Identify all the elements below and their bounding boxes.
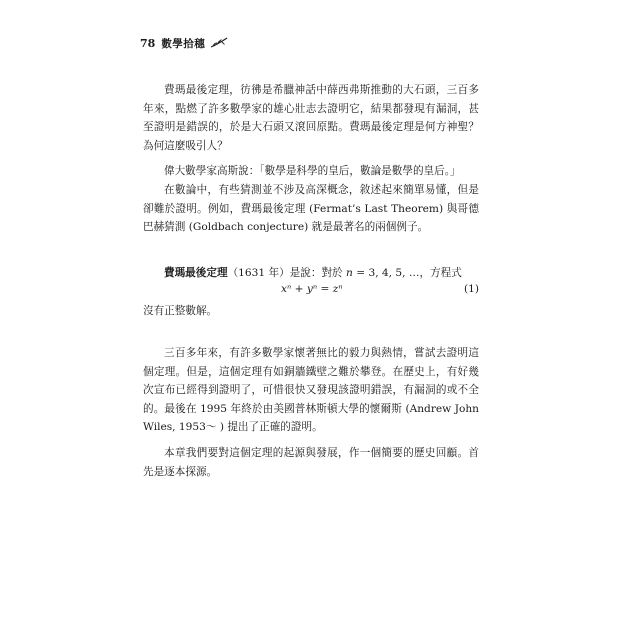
equation-line bbox=[143, 283, 479, 301]
theorem-statement bbox=[164, 264, 484, 282]
number-theory-paragraph bbox=[143, 181, 479, 237]
theorem-conclusion: 沒有正整數解。 bbox=[143, 305, 218, 317]
running-title: 數學拾穗 bbox=[161, 37, 206, 50]
paragraph-text: 在數論中，有些猜測並不涉及高深概念，敘述起來簡單易懂，但是卻難於證明。例如，費瑪最後定理 (Fermat’s Last Theorem) 與哥德巴赫猜測 (Goldbach conjecture) 就是最著名的兩個例子。 bbox=[143, 184, 479, 233]
paragraph-text: 費瑪最後定理，彷彿是希臘神話中薛西弗斯推動的大石頭，三百多年來，點燃了許多數學家的雄心壯志去證明它，結果都發現有漏洞，甚至證明是錯誤的，於是大石頭又滾回原點。費瑪最後定理是何方神聖？為何這麼吸引人？ bbox=[143, 84, 479, 152]
history-paragraph bbox=[143, 344, 479, 437]
paragraph-text: 本章我們要對這個定理的起源與發展，作一個簡要的歷史回顧。首先是逐本探源。 bbox=[143, 447, 479, 478]
theorem-values: = 3, 4, 5, … bbox=[352, 267, 420, 279]
equation-number: (1) bbox=[463, 283, 479, 295]
intro-paragraph bbox=[143, 81, 479, 155]
theorem-variable: n bbox=[346, 267, 353, 279]
fermat-equation: xⁿ + yⁿ = zⁿ bbox=[281, 283, 343, 295]
theorem-prefix: 是說：對於 bbox=[289, 267, 347, 279]
paragraph-text: 偉大數學家高斯說：「數學是科學的皇后，數論是數學的皇后。」 bbox=[164, 165, 461, 177]
theorem-suffix: ，方程式 bbox=[419, 267, 462, 279]
theorem-term: 費瑪最後定理 bbox=[164, 267, 228, 279]
sprig-ornament-icon bbox=[209, 36, 229, 50]
page-header bbox=[140, 35, 229, 51]
gauss-quote-paragraph bbox=[143, 162, 479, 181]
page-number: 78 bbox=[140, 36, 156, 50]
theorem-year: （1631 年） bbox=[227, 267, 290, 279]
paragraph-text: 三百多年來，有許多數學家懷著無比的毅力與熱情，嘗試去證明這個定理。但是，這個定理有如銅牆鐵壁之難於攀登。在歷史上，有好幾次宣布已經得到證明了，可惜很快又發現該證明錯誤，有漏洞的或不全的。最後在 1995 年終於由美國普林斯頓大學的懷爾斯 (Andrew John Wiles, 1953～ ) 提出了正確的證明。 bbox=[143, 347, 479, 433]
chapter-intro-paragraph bbox=[143, 444, 479, 481]
